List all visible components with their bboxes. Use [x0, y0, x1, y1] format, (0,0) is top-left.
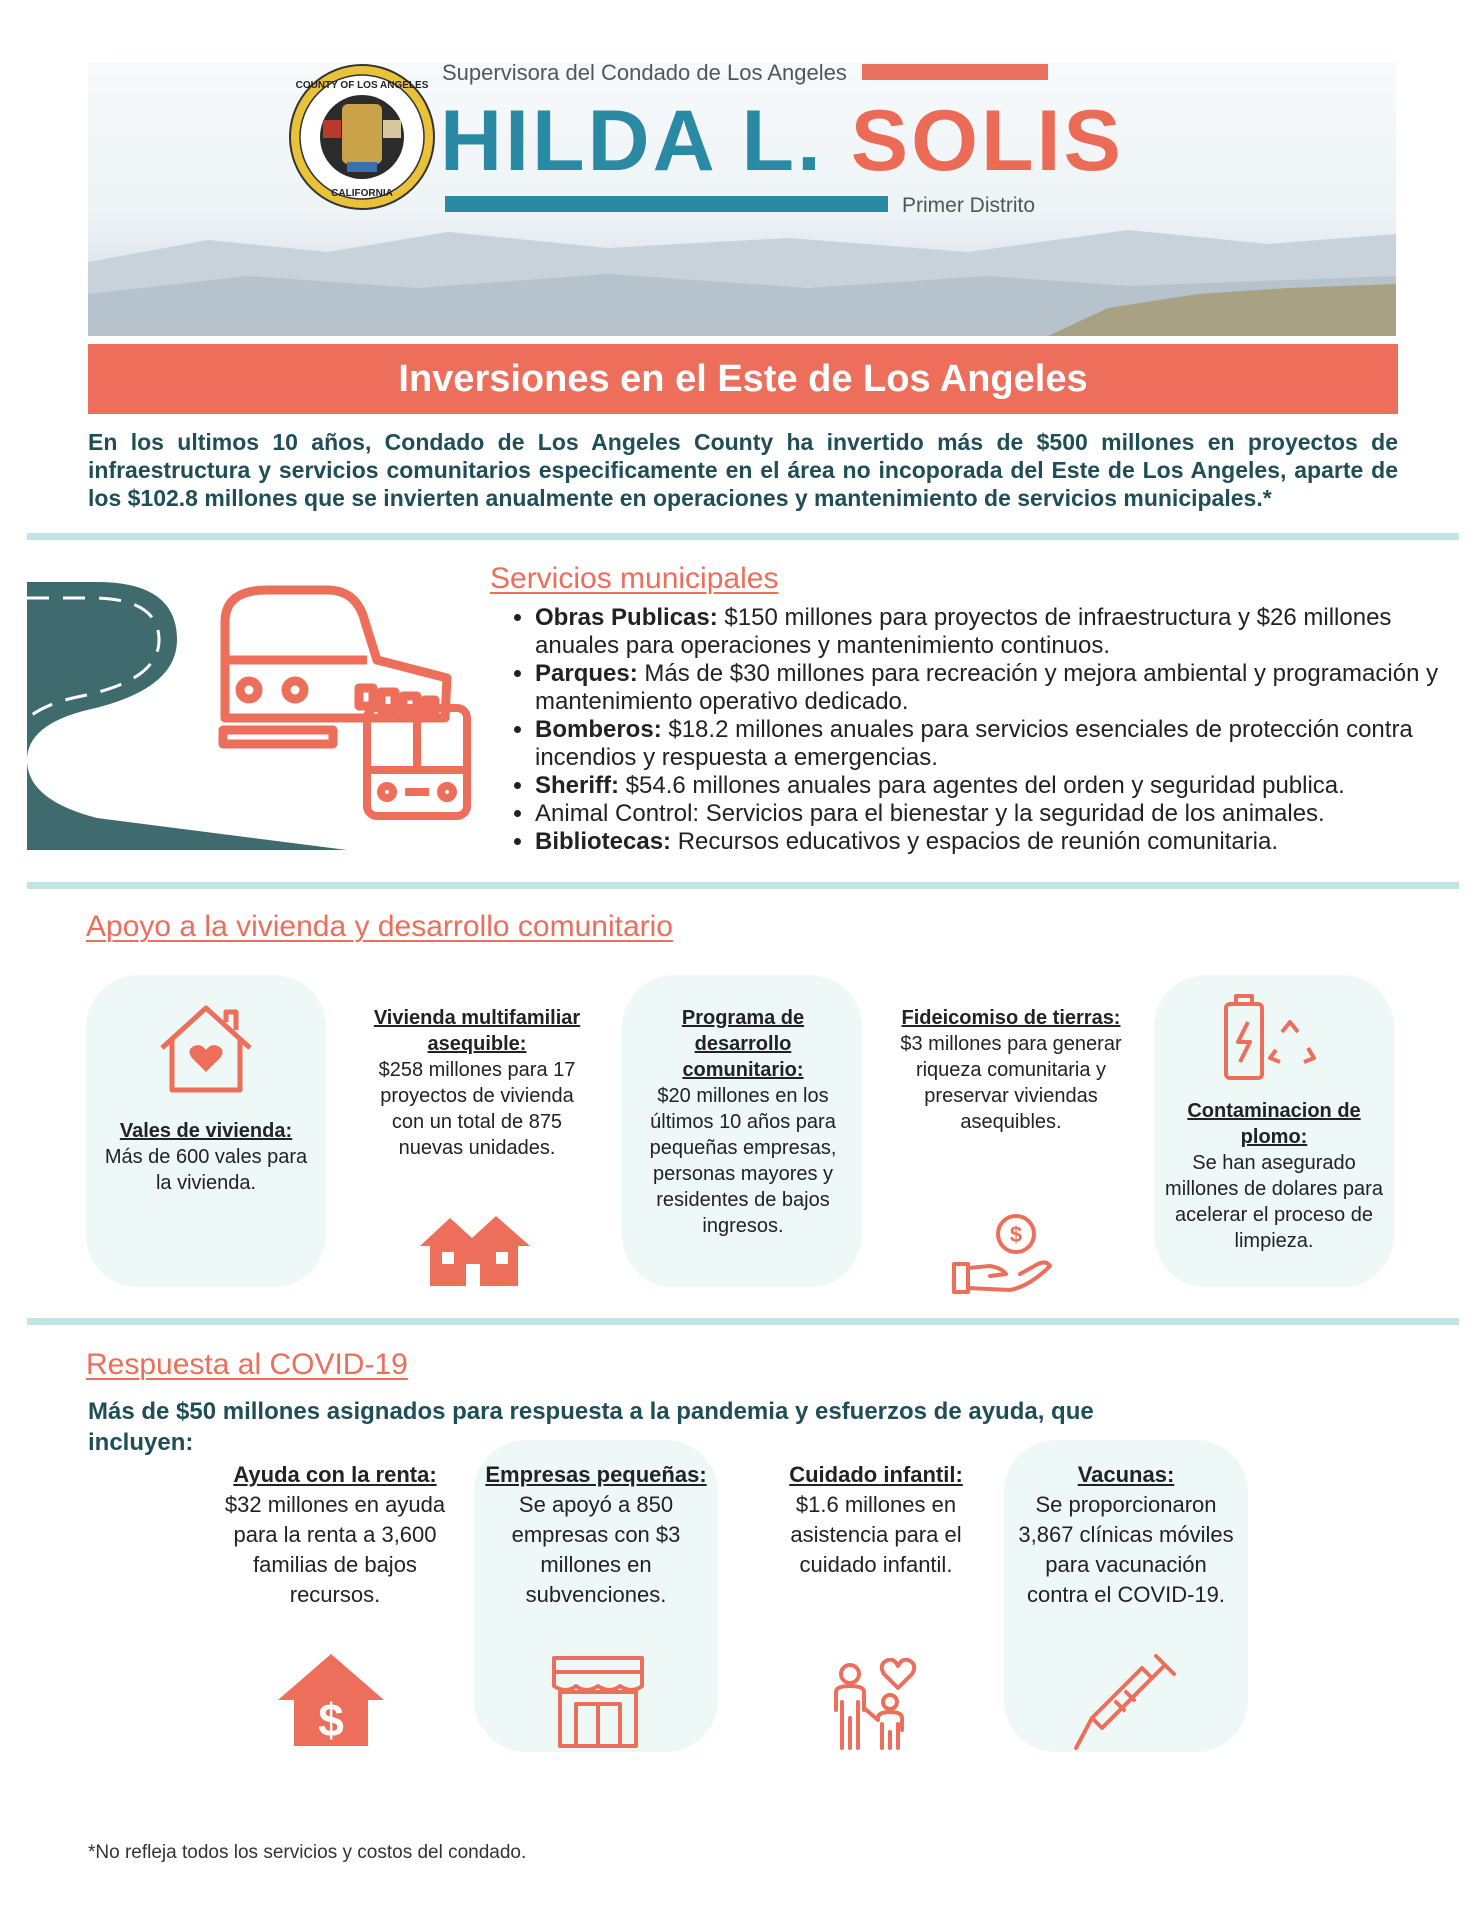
card-text: Se proporcionaron 3,867 clínicas móviles para vacunación contra el COVID-19.	[1018, 1492, 1234, 1607]
county-seal	[287, 62, 437, 217]
house-heart-icon	[156, 1002, 256, 1096]
card-heading: Empresas pequeñas:	[485, 1462, 707, 1487]
seal-text-bottom: CALIFORNIA	[331, 188, 393, 199]
housing-card-plomo	[1164, 1098, 1384, 1254]
card-text: Se apoyó a 850 empresas con $3 millones en subvenciones.	[511, 1492, 681, 1607]
transport-illustration	[27, 560, 497, 860]
housing-title: Apoyo a la vivienda y desarrollo comunitario	[86, 910, 673, 943]
list-item: • Obras Publicas: $150 millones para proyectos de infraestructura y $26 millones anuales para operaciones y mantenimiento continuos.	[535, 604, 1455, 660]
svg-text:$: $	[1009, 1222, 1023, 1247]
name-first: HILDA L.	[440, 93, 824, 189]
card-text: $32 millones en ayuda para la renta a 3,600 familias de bajos recursos.	[224, 1492, 446, 1607]
services-title: Servicios municipales	[490, 562, 779, 595]
section-divider	[27, 882, 1459, 889]
card-heading: Fideicomiso de tierras:	[901, 1007, 1121, 1029]
card-heading: Vacunas:	[1077, 1462, 1175, 1487]
family-heart-icon	[828, 1658, 924, 1750]
name-last: SOLIS	[850, 93, 1124, 189]
houses-icon	[420, 1212, 530, 1288]
housing-card-fideicomiso	[900, 1005, 1122, 1135]
section-divider	[27, 1318, 1459, 1325]
card-heading: Contaminacion de plomo:	[1187, 1100, 1361, 1148]
list-item: • Parques: Más de $30 millones para recreación y mejora ambiental y programación y mantenimiento operativo dedicado.	[535, 660, 1455, 716]
covid-card-cuidado	[764, 1460, 988, 1580]
seal-text-top: COUNTY OF LOS ANGELES	[295, 80, 429, 91]
battery-recycle-icon	[1220, 992, 1320, 1082]
card-heading: Vales de vivienda:	[119, 1120, 293, 1142]
card-text: Más de 600 vales para la vivienda.	[104, 1146, 308, 1194]
intro-paragraph: En los ultimos 10 años, Condado de Los Angeles County ha invertido más de $500 millones en proyectos de infraestructura y servicios comunitarios especificamente en el área no incoporada del Este de Los Angeles, aparte de los $102.8 millones que se invierten anualmente en operaciones y mantenimiento de servicios municipales.*	[88, 429, 1398, 511]
card-text: $3 millones para generar riqueza comunitaria y preservar viviendas asequibles.	[900, 1033, 1122, 1133]
card-text: $20 millones en los últimos 10 años para pequeñas empresas, personas mayores y residentes de bajos ingresos.	[649, 1085, 837, 1237]
covid-card-vacunas	[1014, 1460, 1238, 1610]
covid-intro: Más de $50 millones asignados para respuesta a la pandemia y esfuerzos de ayuda, que incluyen:	[88, 1398, 1094, 1456]
supervisor-label: Supervisora del Condado de Los Angeles	[442, 60, 847, 85]
services-list	[500, 604, 1455, 856]
page-title: Inversiones en el Este de Los Angeles	[88, 344, 1398, 414]
svg-text:$: $	[318, 1694, 344, 1746]
list-item: • Bomberos: $18.2 millones anuales para servicios esenciales de protección contra incendios y respuesta a emergencias.	[535, 716, 1455, 772]
housing-card-desarrollo	[632, 1005, 854, 1239]
card-text: $258 millones para 17 proyectos de vivienda con un total de 875 nuevas unidades.	[378, 1059, 576, 1159]
bus-icon	[367, 708, 467, 816]
list-item: • Animal Control: Servicios para el bienestar y la seguridad de los animales.	[535, 800, 1455, 828]
supervisor-name	[440, 92, 1124, 191]
list-item: • Bibliotecas: Recursos educativos y espacios de reunión comunitaria.	[535, 828, 1455, 856]
syringe-icon	[1072, 1652, 1178, 1752]
hand-coin-icon	[950, 1212, 1054, 1296]
card-text: $1.6 millones en asistencia para el cuidado infantil.	[790, 1492, 962, 1577]
housing-card-vales	[96, 1118, 316, 1196]
card-heading: Cuidado infantil:	[789, 1462, 963, 1487]
house-dollar-icon	[278, 1652, 384, 1748]
card-heading: Programa de desarrollo comunitario:	[681, 1007, 805, 1081]
list-item: • Sheriff: $54.6 millones anuales para agentes del orden y seguridad publica.	[535, 772, 1455, 800]
covid-title: Respuesta al COVID-19	[86, 1348, 408, 1381]
district-label: Primer Distrito	[902, 194, 1036, 217]
housing-card-multifamiliar	[366, 1005, 588, 1161]
covid-card-renta	[222, 1460, 448, 1610]
header-accent-bar	[862, 64, 1048, 80]
card-text: Se han asegurado millones de dolares para acelerar el proceso de limpieza.	[1165, 1152, 1383, 1252]
section-divider	[27, 533, 1459, 540]
card-heading: Ayuda con la renta:	[233, 1462, 437, 1487]
storefront-icon	[552, 1656, 644, 1748]
card-heading: Vivienda multifamiliar asequible:	[373, 1007, 581, 1055]
covid-card-empresas	[484, 1460, 708, 1610]
header-underline-bar	[445, 196, 888, 212]
footnote: *No refleja todos los servicios y costos del condado.	[88, 1842, 527, 1863]
